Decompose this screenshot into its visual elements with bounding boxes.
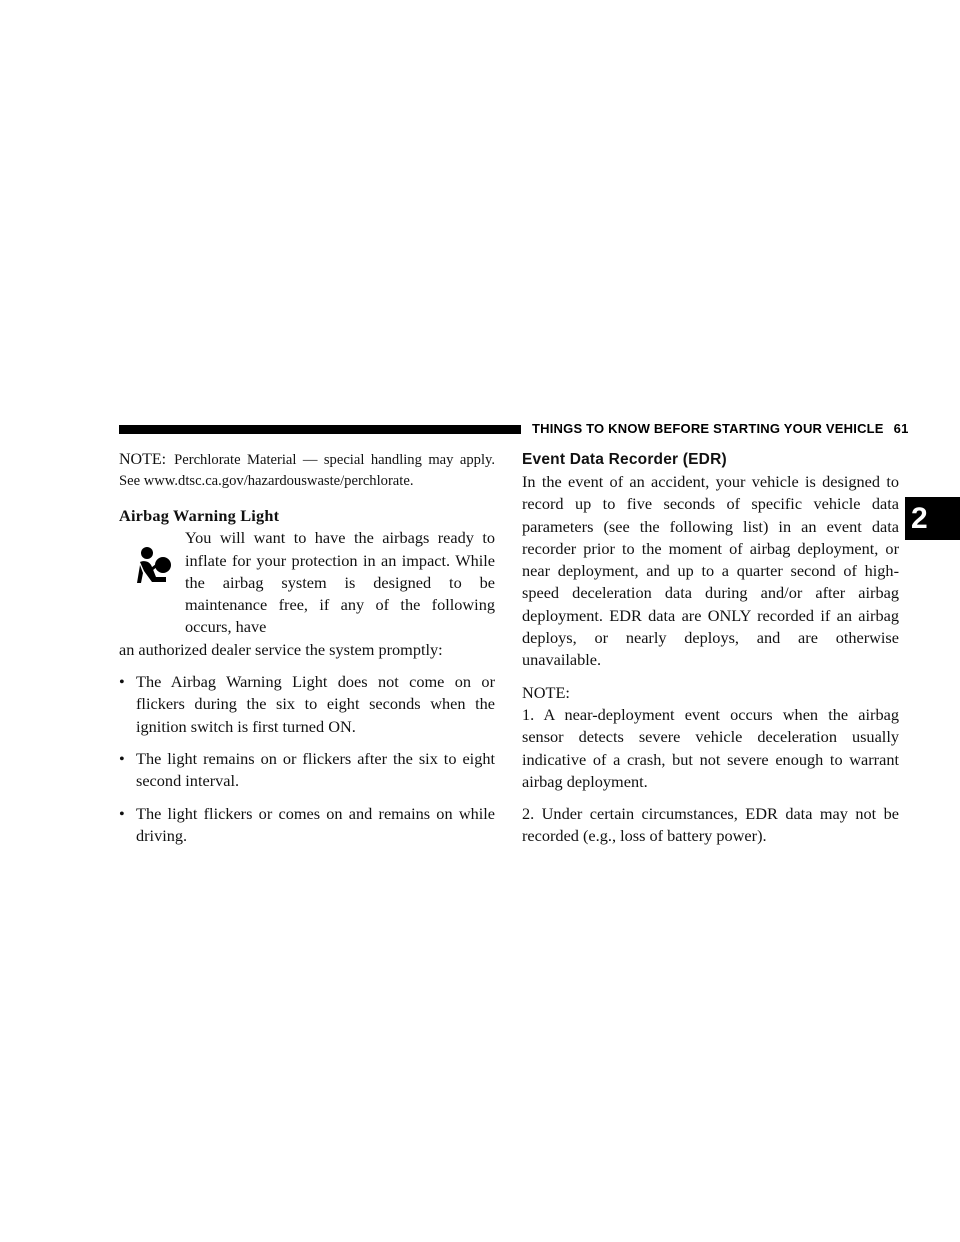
header-section-title: THINGS TO KNOW BEFORE STARTING YOUR VEHICLE [532,421,884,436]
edr-description: In the event of an accident, your vehicle is designed to record up to five seconds of specific vehicle data parameters (see the following list) in an event data recorder prior to the moment of airbag deployment, or near deployment, and up to a quarter second of high-speed deceleration data during and/or after airbag deployment. EDR data are ONLY recorded if an airbag deploys, or nearly deploys, and are otherwise unavailable. [522,472,899,670]
right-column [522,449,899,848]
airbag-warning-icon [130,543,178,595]
airbag-intro-continuation: an authorized dealer service the system promptly: [119,639,443,659]
list-item: • The light flickers or comes on and remains on while driving. [119,803,495,845]
airbag-intro-text: You will want to have the airbags ready to inflate for your protection in an impact. While the airbag system is designed to be maintenance free, if any of the following occurs, have [185,528,495,637]
header-rule [119,425,521,434]
list-item: • The Airbag Warning Light does not come on or flickers during the six to eight seconds when the ignition switch is first turned ON. [119,672,495,736]
edr-heading: Event Data Recorder (EDR) [522,451,727,468]
airbag-conditions-list [119,671,495,847]
chapter-tab: 2 [905,497,960,540]
note-text: Perchlorate Material — special handling may apply. See www.dtsc.ca.gov/hazardouswaste/perchlorate. [119,452,495,489]
note-label: NOTE: [119,451,167,468]
list-item: • The light remains on or flickers after the six to eight second interval. [119,748,495,791]
edr-note-1: 1. A near-deployment event occurs when the airbag sensor detects severe vehicle deceleration usually indicative of a crash, but not severe enough to warrant airbag deployment. [522,704,899,791]
airbag-warning-heading: Airbag Warning Light [119,506,280,525]
page-number: 61 [893,421,909,436]
left-column [119,449,495,847]
running-header [532,421,909,436]
edr-note-label: NOTE: [522,682,570,702]
perchlorate-note [119,449,495,492]
airbag-warning-block [119,527,495,661]
edr-note-2: 2. Under certain circumstances, EDR data may not be recorded (e.g., loss of battery power). [522,804,899,846]
